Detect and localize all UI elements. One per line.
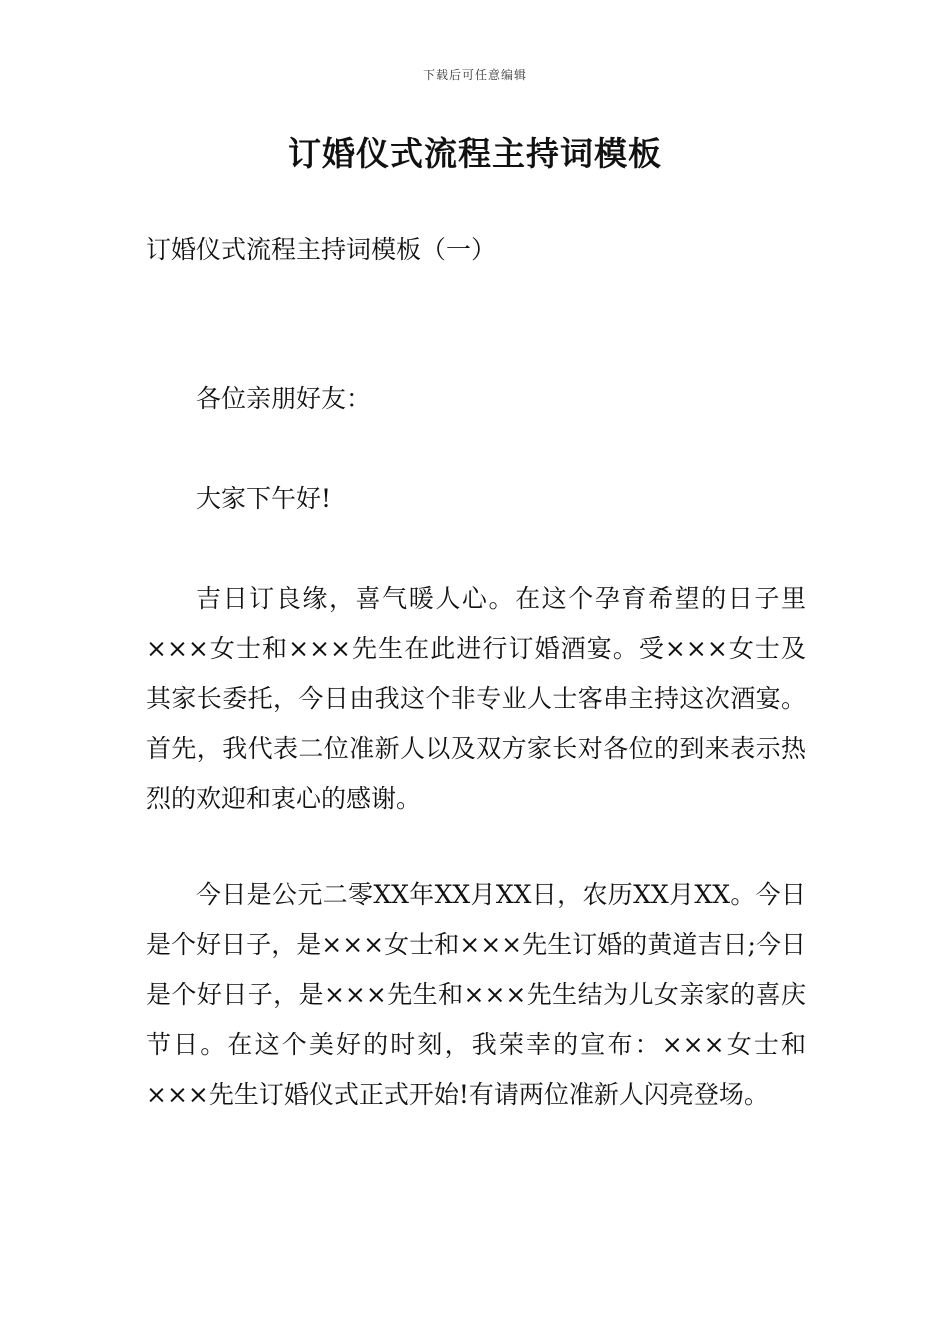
paragraph-greeting: 各位亲朋好友： xyxy=(196,384,372,413)
document-subtitle: 订婚仪式流程主持词模板（一） xyxy=(146,235,497,264)
header-note: 下载后可任意编辑 xyxy=(422,68,527,82)
paragraph-date: 今日是公元二零XX年XX月XX日，农历XX月XX。今日是个好日子，是×××女士和×××先生订婚的黄道吉日;今日是个好日子，是×××先生和×××先生结为儿女亲家的喜庆节日。在这个美好的时刻，我荣幸的宣布：×××女士和×××先生订婚仪式正式开始!有请两位准新人闪亮登场。 xyxy=(146,880,807,1109)
document-title: 订婚仪式流程主持词模板 xyxy=(288,134,662,173)
paragraph-intro: 吉日订良缘，喜气暖人心。在这个孕育希望的日子里×××女士和×××先生在此进行订婚酒宴。受×××女士及其家长委托，今日由我这个非专业人士客串主持这次酒宴。首先，我代表二位准新人以及双方家长对各位的到来表示热烈的欢迎和衷心的感谢。 xyxy=(146,584,806,813)
paragraph-hello: 大家下午好! xyxy=(196,484,332,513)
